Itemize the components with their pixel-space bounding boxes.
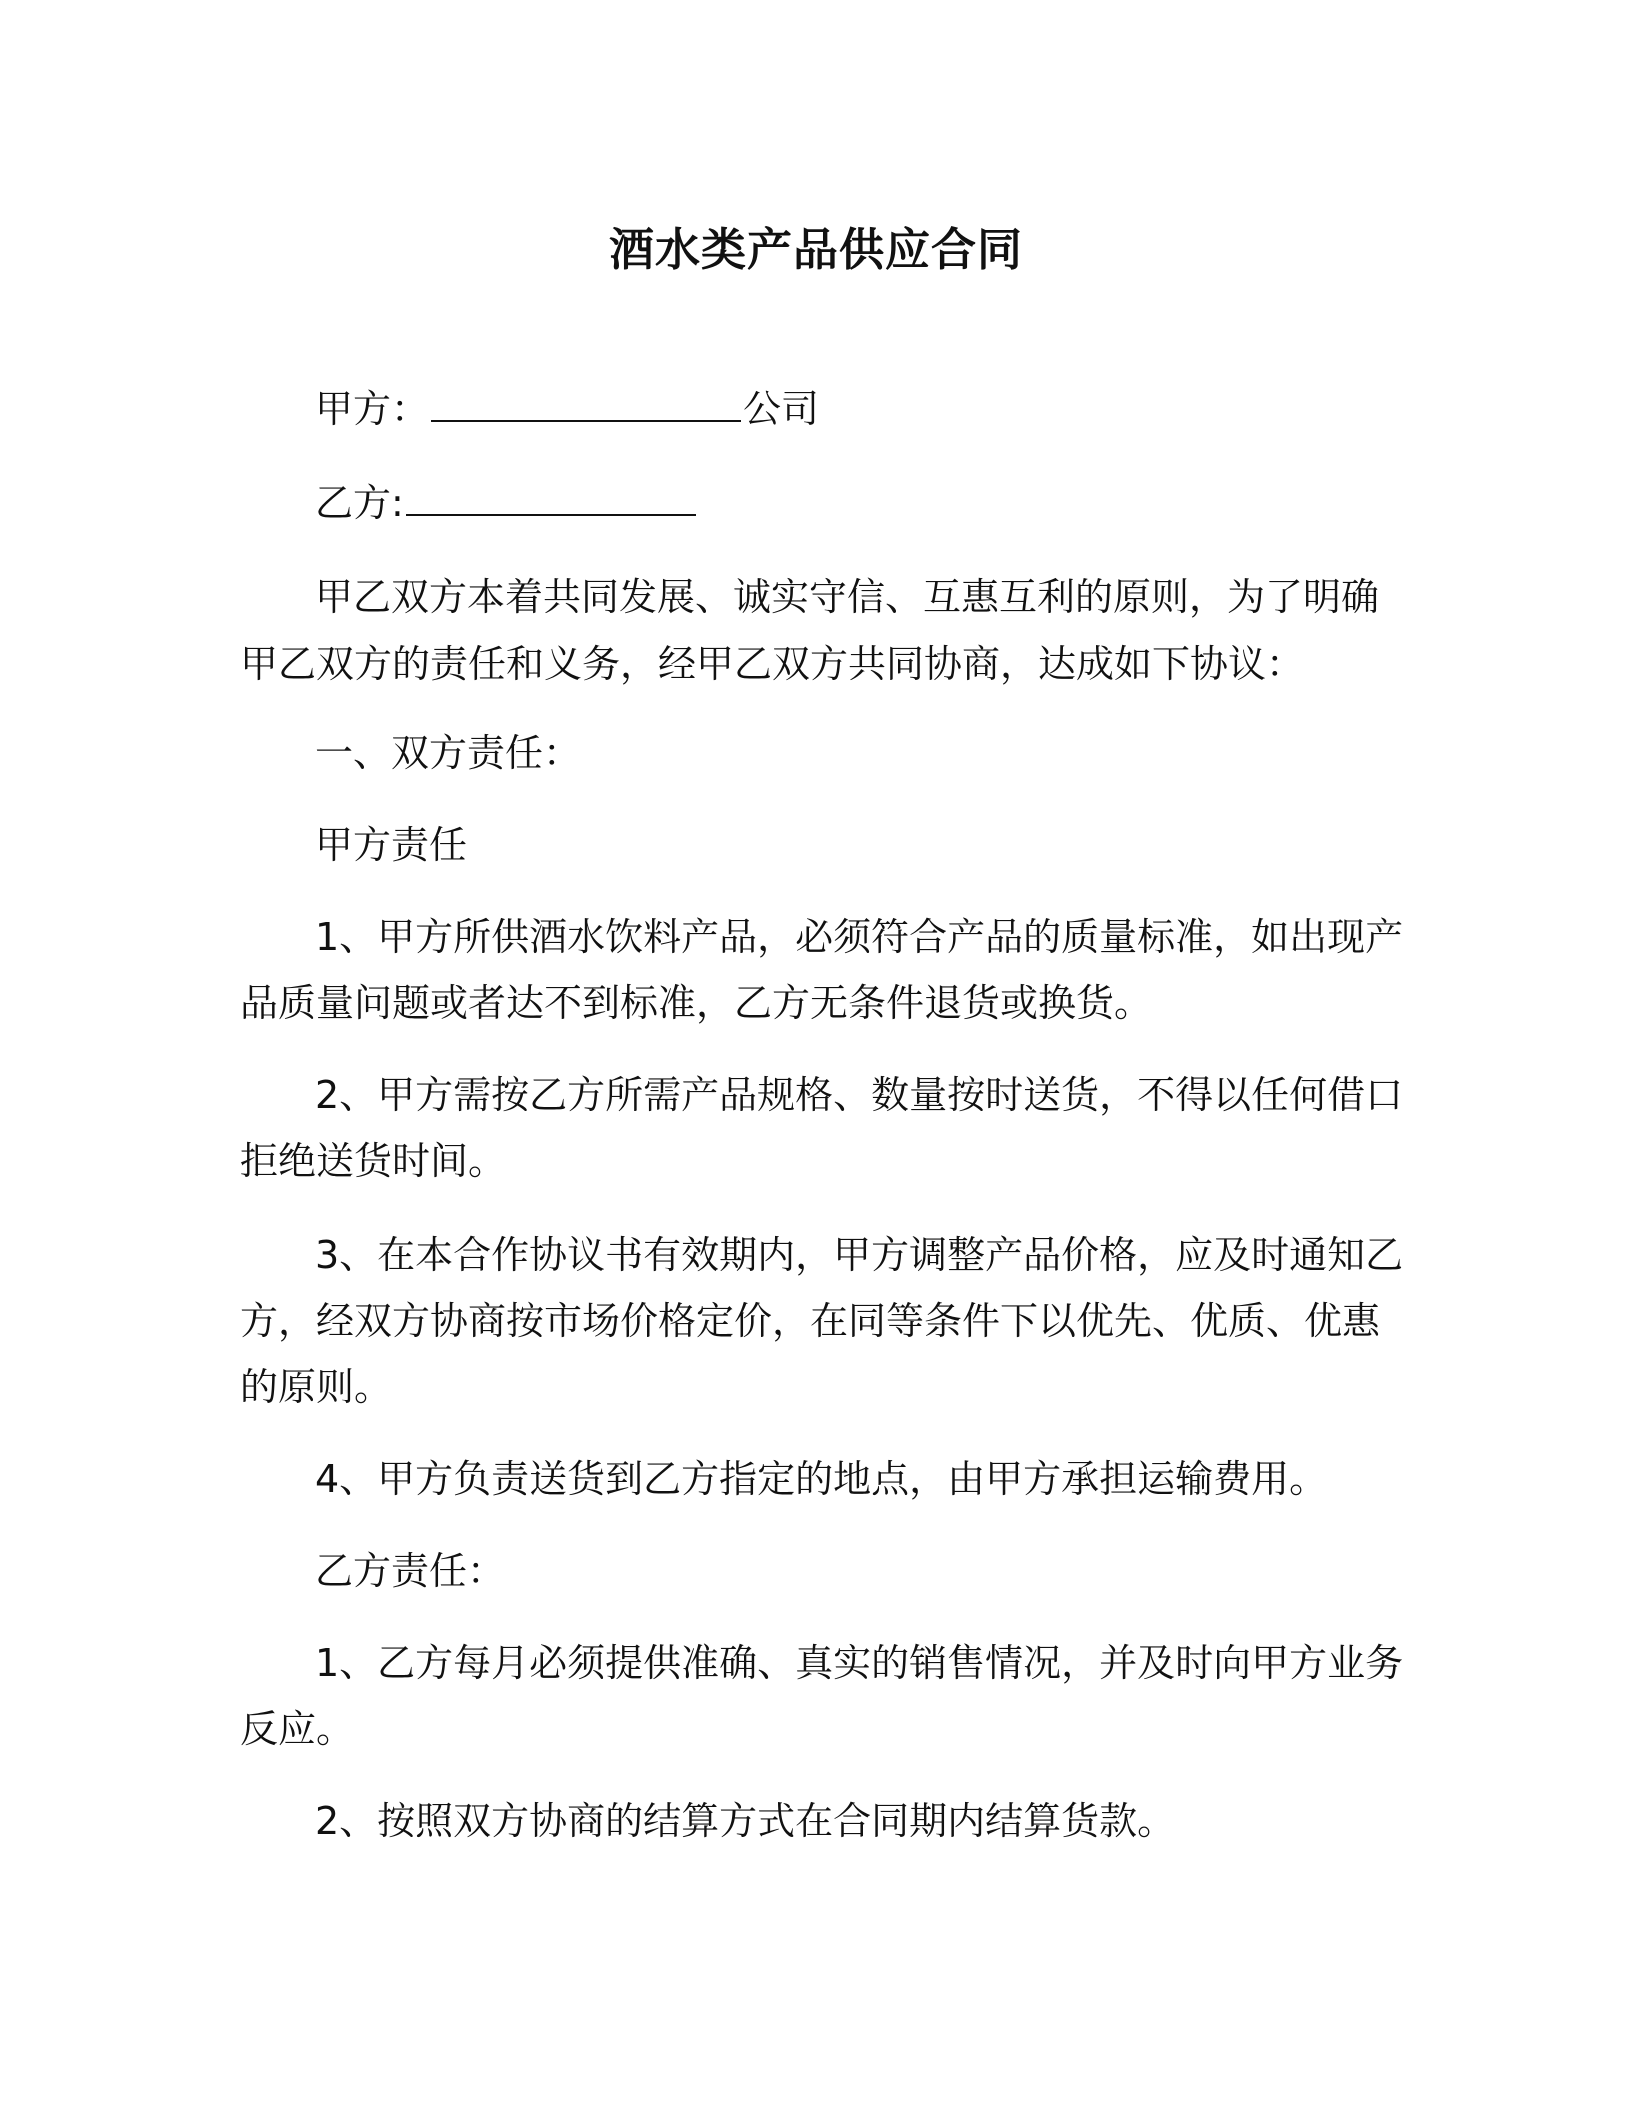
party-a-suffix: 公司 — [743, 387, 820, 431]
party-b-line — [315, 470, 1455, 536]
a-item2-line-2: 拒绝送货时间。 — [240, 1139, 507, 1183]
a-item3-line-1: 3、在本合作协议书有效期内，甲方调整产品价格，应及时通知乙 — [315, 1233, 1404, 1277]
party-b-label: 乙方: — [315, 481, 404, 525]
party-a-resp-heading: 甲方责任 — [315, 823, 468, 867]
b-item1-line-2: 反应。 — [240, 1707, 355, 1751]
page-title: 酒水类产品供应合同 — [608, 223, 1023, 276]
a-item3-line-2: 方，经双方协商按市场价格定价，在同等条件下以优先、优质、优惠 — [240, 1299, 1381, 1343]
b-item2-line: 2、按照双方协商的结算方式在合同期内结算货款。 — [315, 1799, 1176, 1843]
b-item1-line-1: 1、乙方每月必须提供准确、真实的销售情况，并及时向甲方业务 — [315, 1641, 1404, 1685]
party-a-line — [315, 376, 1455, 442]
a-item4-line: 4、甲方负责送货到乙方指定的地点，由甲方承担运输费用。 — [315, 1457, 1328, 1501]
party-b-resp-heading: 乙方责任： — [315, 1549, 506, 1593]
intro-line-2: 甲乙双方的责任和义务，经甲乙双方共同协商，达成如下协议： — [240, 642, 1305, 686]
a-item2-line-1: 2、甲方需按乙方所需产品规格、数量按时送货，不得以任何借口 — [315, 1073, 1404, 1117]
party-b-blank — [406, 478, 696, 516]
party-a-label: 甲方： — [315, 387, 430, 431]
a-item1-line-1: 1、甲方所供酒水饮料产品，必须符合产品的质量标准，如出现产 — [315, 915, 1404, 959]
section-heading: 一、双方责任： — [315, 731, 582, 775]
intro-line-1: 甲乙双方本着共同发展、诚实守信、互惠互利的原则，为了明确 — [315, 575, 1380, 619]
party-a-blank — [431, 384, 741, 422]
a-item3-line-3: 的原则。 — [240, 1365, 393, 1409]
a-item1-line-2: 品质量问题或者达不到标准，乙方无条件退货或换货。 — [240, 981, 1153, 1025]
